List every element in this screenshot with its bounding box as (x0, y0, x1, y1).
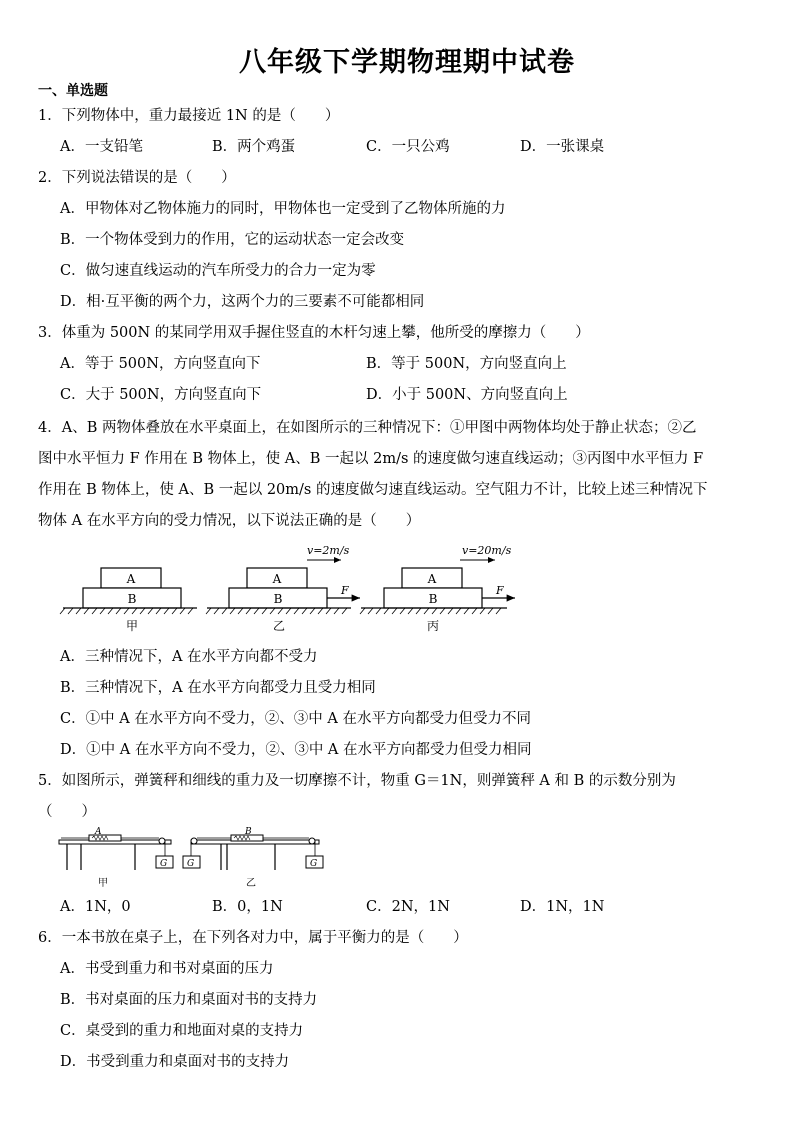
q1-option-c: C．一只公鸡 (366, 139, 450, 155)
weight-g-label: G (187, 859, 195, 869)
q6-option-b: B．书对桌面的压力和桌面对书的支持力 (60, 992, 318, 1008)
q3-option-d: D．小于 500N、方向竖直向上 (366, 387, 568, 403)
q3-option-a: A．等于 500N，方向竖直向下 (60, 356, 261, 372)
q6-option-d: D．书受到重力和桌面对书的支持力 (60, 1054, 290, 1070)
q4-figure (55, 540, 535, 635)
q5-option-b: B．0，1N (212, 899, 283, 915)
page-title: 八年级下学期物理期中试卷 (239, 47, 575, 78)
question-6-stem: 6．一本书放在桌子上，在下列各对力中，属于平衡力的是（ ） (38, 930, 468, 946)
q1-option-d: D．一张课桌 (520, 139, 605, 155)
q2-option-d: D．相·互平衡的两个力，这两个力的三要素不可能都相同 (60, 294, 425, 310)
q4-option-c: C．①中 A 在水平方向不受力，②、③中 A 在水平方向都受力但受力不同 (60, 711, 531, 727)
q1-option-a: A．一支铅笔 (60, 139, 143, 155)
figure-yi (206, 544, 360, 633)
q2-option-c: C．做匀速直线运动的汽车所受力的合力一定为零 (60, 263, 376, 279)
q2-option-b: B．一个物体受到力的作用，它的运动状态一定会改变 (60, 232, 405, 248)
question-3-stem: 3．体重为 500N 的某同学用双手握住竖直的木杆匀速上攀，他所受的摩擦力（ ） (38, 325, 590, 341)
question-5-stem-line2: （ ） (38, 804, 96, 820)
figure-yi (183, 827, 323, 889)
block-b-label: B (273, 592, 283, 606)
block-a-label: A (427, 572, 437, 586)
q3-option-c: C．大于 500N，方向竖直向下 (60, 387, 262, 403)
caption-jia: 甲 (125, 619, 139, 633)
question-2-stem: 2．下列说法错误的是（ ） (38, 170, 236, 186)
weight-g-label: G (310, 859, 318, 869)
section-heading: 一、单选题 (38, 83, 108, 99)
q4-option-b: B．三种情况下，A 在水平方向都受力且受力相同 (60, 680, 376, 696)
caption-jia: 甲 (98, 878, 108, 889)
block-b-label: B (428, 592, 438, 606)
q1-option-b: B．两个鸡蛋 (212, 139, 296, 155)
q3-option-b: B．等于 500N，方向竖直向上 (366, 356, 567, 372)
q5-figure (55, 826, 335, 892)
q5-option-a: A．1N，0 (60, 899, 131, 915)
block-a-label: A (126, 572, 136, 586)
force-label: F (341, 584, 349, 597)
question-4-stem-line1: 4．A、B 两物体叠放在水平桌面上，在如图所示的三种情况下：①甲图中两物体均处于静止状态；②乙 (38, 420, 697, 436)
spring-a-label: A (95, 827, 102, 837)
block-b-label: B (127, 592, 137, 606)
force-label: F (496, 584, 504, 597)
q5-option-d: D．1N，1N (520, 899, 605, 915)
caption-bing: 丙 (426, 619, 440, 633)
question-5-stem-line1: 5．如图所示，弹簧秤和细线的重力及一切摩擦不计，物重 G＝1N，则弹簧秤 A 和 B 的示数分别为 (38, 773, 676, 789)
figure-bing (360, 544, 515, 633)
spring-b-label: B (245, 827, 252, 837)
question-4-stem-line4: 物体 A 在水平方向的受力情况，以下说法正确的是（ ） (38, 513, 421, 529)
weight-g-label: G (160, 859, 168, 869)
q4-option-d: D．①中 A 在水平方向不受力，②、③中 A 在水平方向都受力但受力相同 (60, 742, 532, 758)
q5-option-c: C．2N，1N (366, 899, 450, 915)
velocity-label-2: v=2m/s (307, 544, 350, 557)
figure-jia (60, 568, 197, 633)
caption-yi: 乙 (246, 878, 256, 889)
caption-yi: 乙 (272, 619, 286, 633)
figure-jia (59, 827, 173, 889)
q6-option-a: A．书受到重力和书对桌面的压力 (60, 961, 274, 977)
question-4-stem-line3: 作用在 B 物体上，使 A、B 一起以 20m/s 的速度做匀速直线运动。空气阻力不计，比较上述三种情况下 (38, 482, 708, 498)
q4-option-a: A．三种情况下，A 在水平方向都不受力 (60, 649, 318, 665)
block-a-label: A (272, 572, 282, 586)
velocity-label-20: v=20m/s (462, 544, 512, 557)
question-1-stem: 1．下列物体中，重力最接近 1N 的是（ ） (38, 108, 340, 124)
question-4-stem-line2: 图中水平恒力 F 作用在 B 物体上，使 A、B 一起以 2m/s 的速度做匀速直线运动；③丙图中水平恒力 F (38, 451, 704, 467)
q2-option-a: A．甲物体对乙物体施力的同时，甲物体也一定受到了乙物体所施的力 (60, 201, 506, 217)
q6-option-c: C．桌受到的重力和地面对桌的支持力 (60, 1023, 304, 1039)
